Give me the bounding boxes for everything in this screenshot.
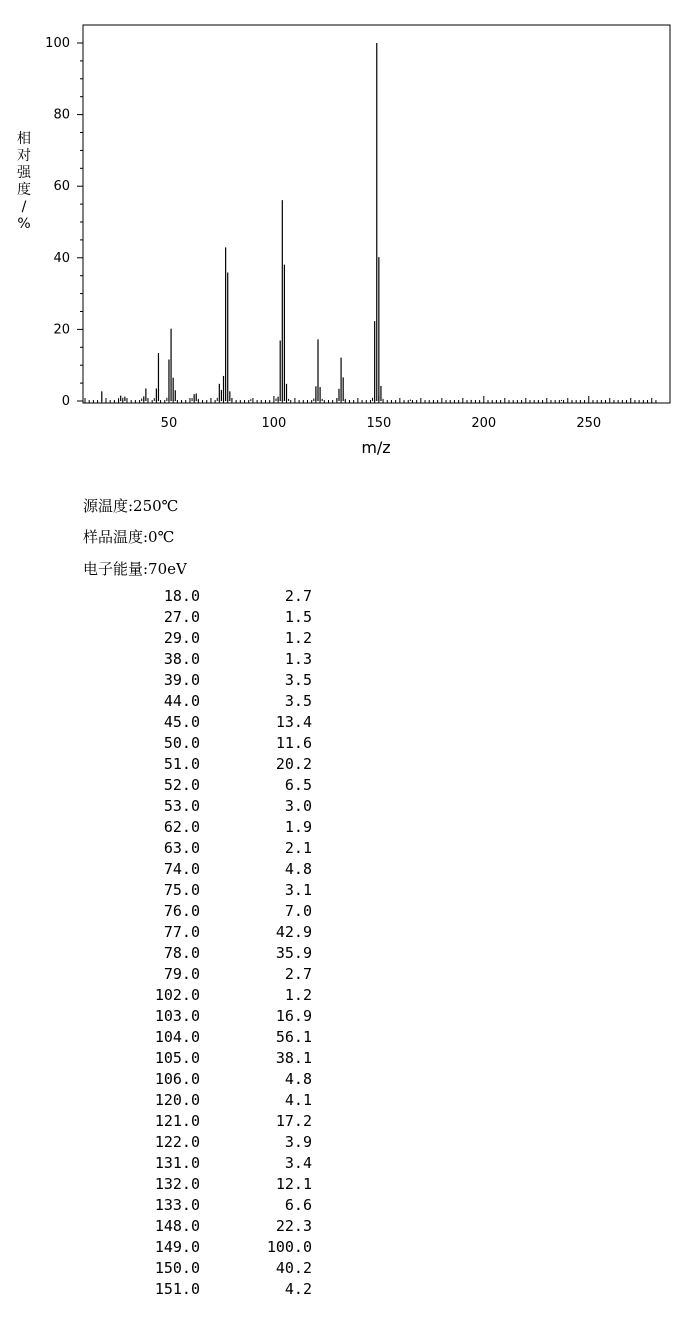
y-axis-label: [17, 130, 32, 232]
peak-mz: 27.0: [163, 608, 200, 626]
y-tick-label: 0: [61, 394, 70, 409]
peak-mz: 62.0: [163, 818, 200, 836]
peak-abundance: 1.9: [284, 818, 312, 836]
y-axis-label-char: %: [17, 216, 31, 232]
peak-row: [0, 649, 340, 670]
peak-row: [0, 586, 340, 607]
peak-mz: 122.0: [154, 1133, 200, 1151]
peak-abundance: 1.3: [284, 650, 312, 668]
peak-abundance: 20.2: [275, 755, 312, 773]
peak-row: [0, 691, 340, 712]
peak-row: [0, 1279, 340, 1300]
peak-abundance: 3.0: [284, 797, 312, 815]
peak-abundance: 11.6: [275, 734, 312, 752]
peak-row: [0, 1153, 340, 1174]
y-axis-label-char: 度: [17, 182, 31, 198]
peak-mz: 121.0: [154, 1112, 200, 1130]
y-tick-label: 80: [53, 107, 70, 123]
peak-abundance: 40.2: [275, 1259, 312, 1277]
y-axis-label-char: 强: [17, 165, 31, 181]
peak-abundance: 13.4: [275, 713, 312, 731]
peak-row: [0, 754, 340, 775]
peak-mz: 39.0: [163, 671, 200, 689]
peak-row: [0, 1048, 340, 1069]
y-axis-ticks: [45, 36, 83, 409]
peak-abundance: 2.7: [284, 965, 312, 983]
peak-mz: 149.0: [154, 1238, 200, 1256]
peak-mz: 78.0: [163, 944, 200, 962]
peak-abundance: 12.1: [275, 1175, 312, 1193]
x-tick-label: 100: [261, 416, 287, 431]
peak-row: [0, 796, 340, 817]
peak-abundance: 3.9: [284, 1133, 312, 1151]
peak-abundance: 3.4: [284, 1154, 312, 1172]
peak-mz: 150.0: [154, 1259, 200, 1277]
peak-abundance: 6.6: [284, 1196, 312, 1214]
peak-abundance: 4.8: [284, 860, 312, 878]
peak-mz: 53.0: [163, 797, 200, 815]
peak-row: [0, 1216, 340, 1237]
y-tick-label: 60: [53, 179, 70, 195]
peak-mz: 63.0: [163, 839, 200, 857]
peak-mz: 38.0: [163, 650, 200, 668]
peak-row: [0, 607, 340, 628]
peak-abundance: 16.9: [275, 1007, 312, 1025]
peak-row: [0, 943, 340, 964]
peak-row: [0, 985, 340, 1006]
peak-abundance: 35.9: [275, 944, 312, 962]
peak-mz: 131.0: [154, 1154, 200, 1172]
peak-row: [0, 628, 340, 649]
peak-mz: 74.0: [163, 860, 200, 878]
peak-row: [0, 838, 340, 859]
peak-row: [0, 1132, 340, 1153]
peak-abundance: 2.1: [284, 839, 312, 857]
y-axis-label-char: 对: [17, 148, 31, 164]
peak-row: [0, 901, 340, 922]
peak-abundance: 6.5: [284, 776, 312, 794]
peak-row: [0, 817, 340, 838]
peak-mz: 106.0: [154, 1070, 200, 1088]
y-tick-label: 20: [53, 322, 70, 338]
x-tick-label: 50: [160, 416, 178, 431]
peak-row: [0, 1027, 340, 1048]
y-tick-label: 100: [45, 36, 70, 51]
peak-abundance: 42.9: [275, 923, 312, 941]
source-temperature: 源温度:250℃: [83, 497, 179, 515]
peak-row: [0, 775, 340, 796]
x-tick-label: 250: [576, 416, 602, 431]
x-tick-label: 200: [471, 416, 497, 431]
peak-mz: 151.0: [154, 1280, 200, 1298]
peak-row: [0, 1237, 340, 1258]
peak-mz: 104.0: [154, 1028, 200, 1046]
peak-row: [0, 1111, 340, 1132]
peak-mz: 120.0: [154, 1091, 200, 1109]
peak-abundance: 1.2: [284, 986, 312, 1004]
peak-row: [0, 964, 340, 985]
y-axis-label-char: /: [21, 199, 27, 215]
peak-mz: 79.0: [163, 965, 200, 983]
peak-row: [0, 922, 340, 943]
peak-abundance: 4.8: [284, 1070, 312, 1088]
peak-mz: 52.0: [163, 776, 200, 794]
peak-row: [0, 1090, 340, 1111]
peak-abundance: 1.5: [284, 608, 312, 626]
peak-mz: 50.0: [163, 734, 200, 752]
peak-abundance: 100.0: [266, 1238, 312, 1256]
peak-row: [0, 880, 340, 901]
peak-row: [0, 712, 340, 733]
mass-spectrum-chart: [0, 0, 687, 470]
peak-bars: [102, 43, 562, 401]
peak-row: [0, 1006, 340, 1027]
peak-abundance: 2.7: [284, 587, 312, 605]
peak-abundance: 3.1: [284, 881, 312, 899]
peak-row: [0, 670, 340, 691]
x-axis-ticks: [85, 396, 656, 431]
peak-mz: 77.0: [163, 923, 200, 941]
peak-mz: 76.0: [163, 902, 200, 920]
y-axis-label-char: 相: [17, 131, 31, 147]
peak-mz: 45.0: [163, 713, 200, 731]
sample-temperature: 样品温度:0℃: [83, 528, 175, 546]
peak-row: [0, 859, 340, 880]
y-tick-label: 40: [53, 250, 70, 266]
peak-abundance: 17.2: [275, 1112, 312, 1130]
peak-mz: 148.0: [154, 1217, 200, 1235]
x-tick-label: 150: [366, 416, 392, 431]
peak-abundance: 3.5: [284, 671, 312, 689]
electron-energy: 电子能量:70eV: [83, 560, 187, 578]
peak-abundance: 4.1: [284, 1091, 312, 1109]
peak-abundance: 56.1: [275, 1028, 312, 1046]
peak-abundance: 22.3: [275, 1217, 312, 1235]
peak-abundance: 4.2: [284, 1280, 312, 1298]
peak-mz: 105.0: [154, 1049, 200, 1067]
peak-abundance: 1.2: [284, 629, 312, 647]
peak-mz: 103.0: [154, 1007, 200, 1025]
peak-mz: 132.0: [154, 1175, 200, 1193]
peak-abundance: 3.5: [284, 692, 312, 710]
peak-mz: 44.0: [163, 692, 200, 710]
peak-row: [0, 1195, 340, 1216]
peak-mz: 29.0: [163, 629, 200, 647]
peak-mz: 51.0: [163, 755, 200, 773]
peak-row: [0, 1258, 340, 1279]
x-axis-label: m/z: [361, 438, 391, 457]
peak-row: [0, 733, 340, 754]
peak-row: [0, 1174, 340, 1195]
peak-mz: 133.0: [154, 1196, 200, 1214]
peak-mz: 102.0: [154, 986, 200, 1004]
peak-mz: 18.0: [163, 587, 200, 605]
peak-mz: 75.0: [163, 881, 200, 899]
peak-abundance: 7.0: [284, 902, 312, 920]
peak-row: [0, 1069, 340, 1090]
peak-abundance: 38.1: [275, 1049, 312, 1067]
